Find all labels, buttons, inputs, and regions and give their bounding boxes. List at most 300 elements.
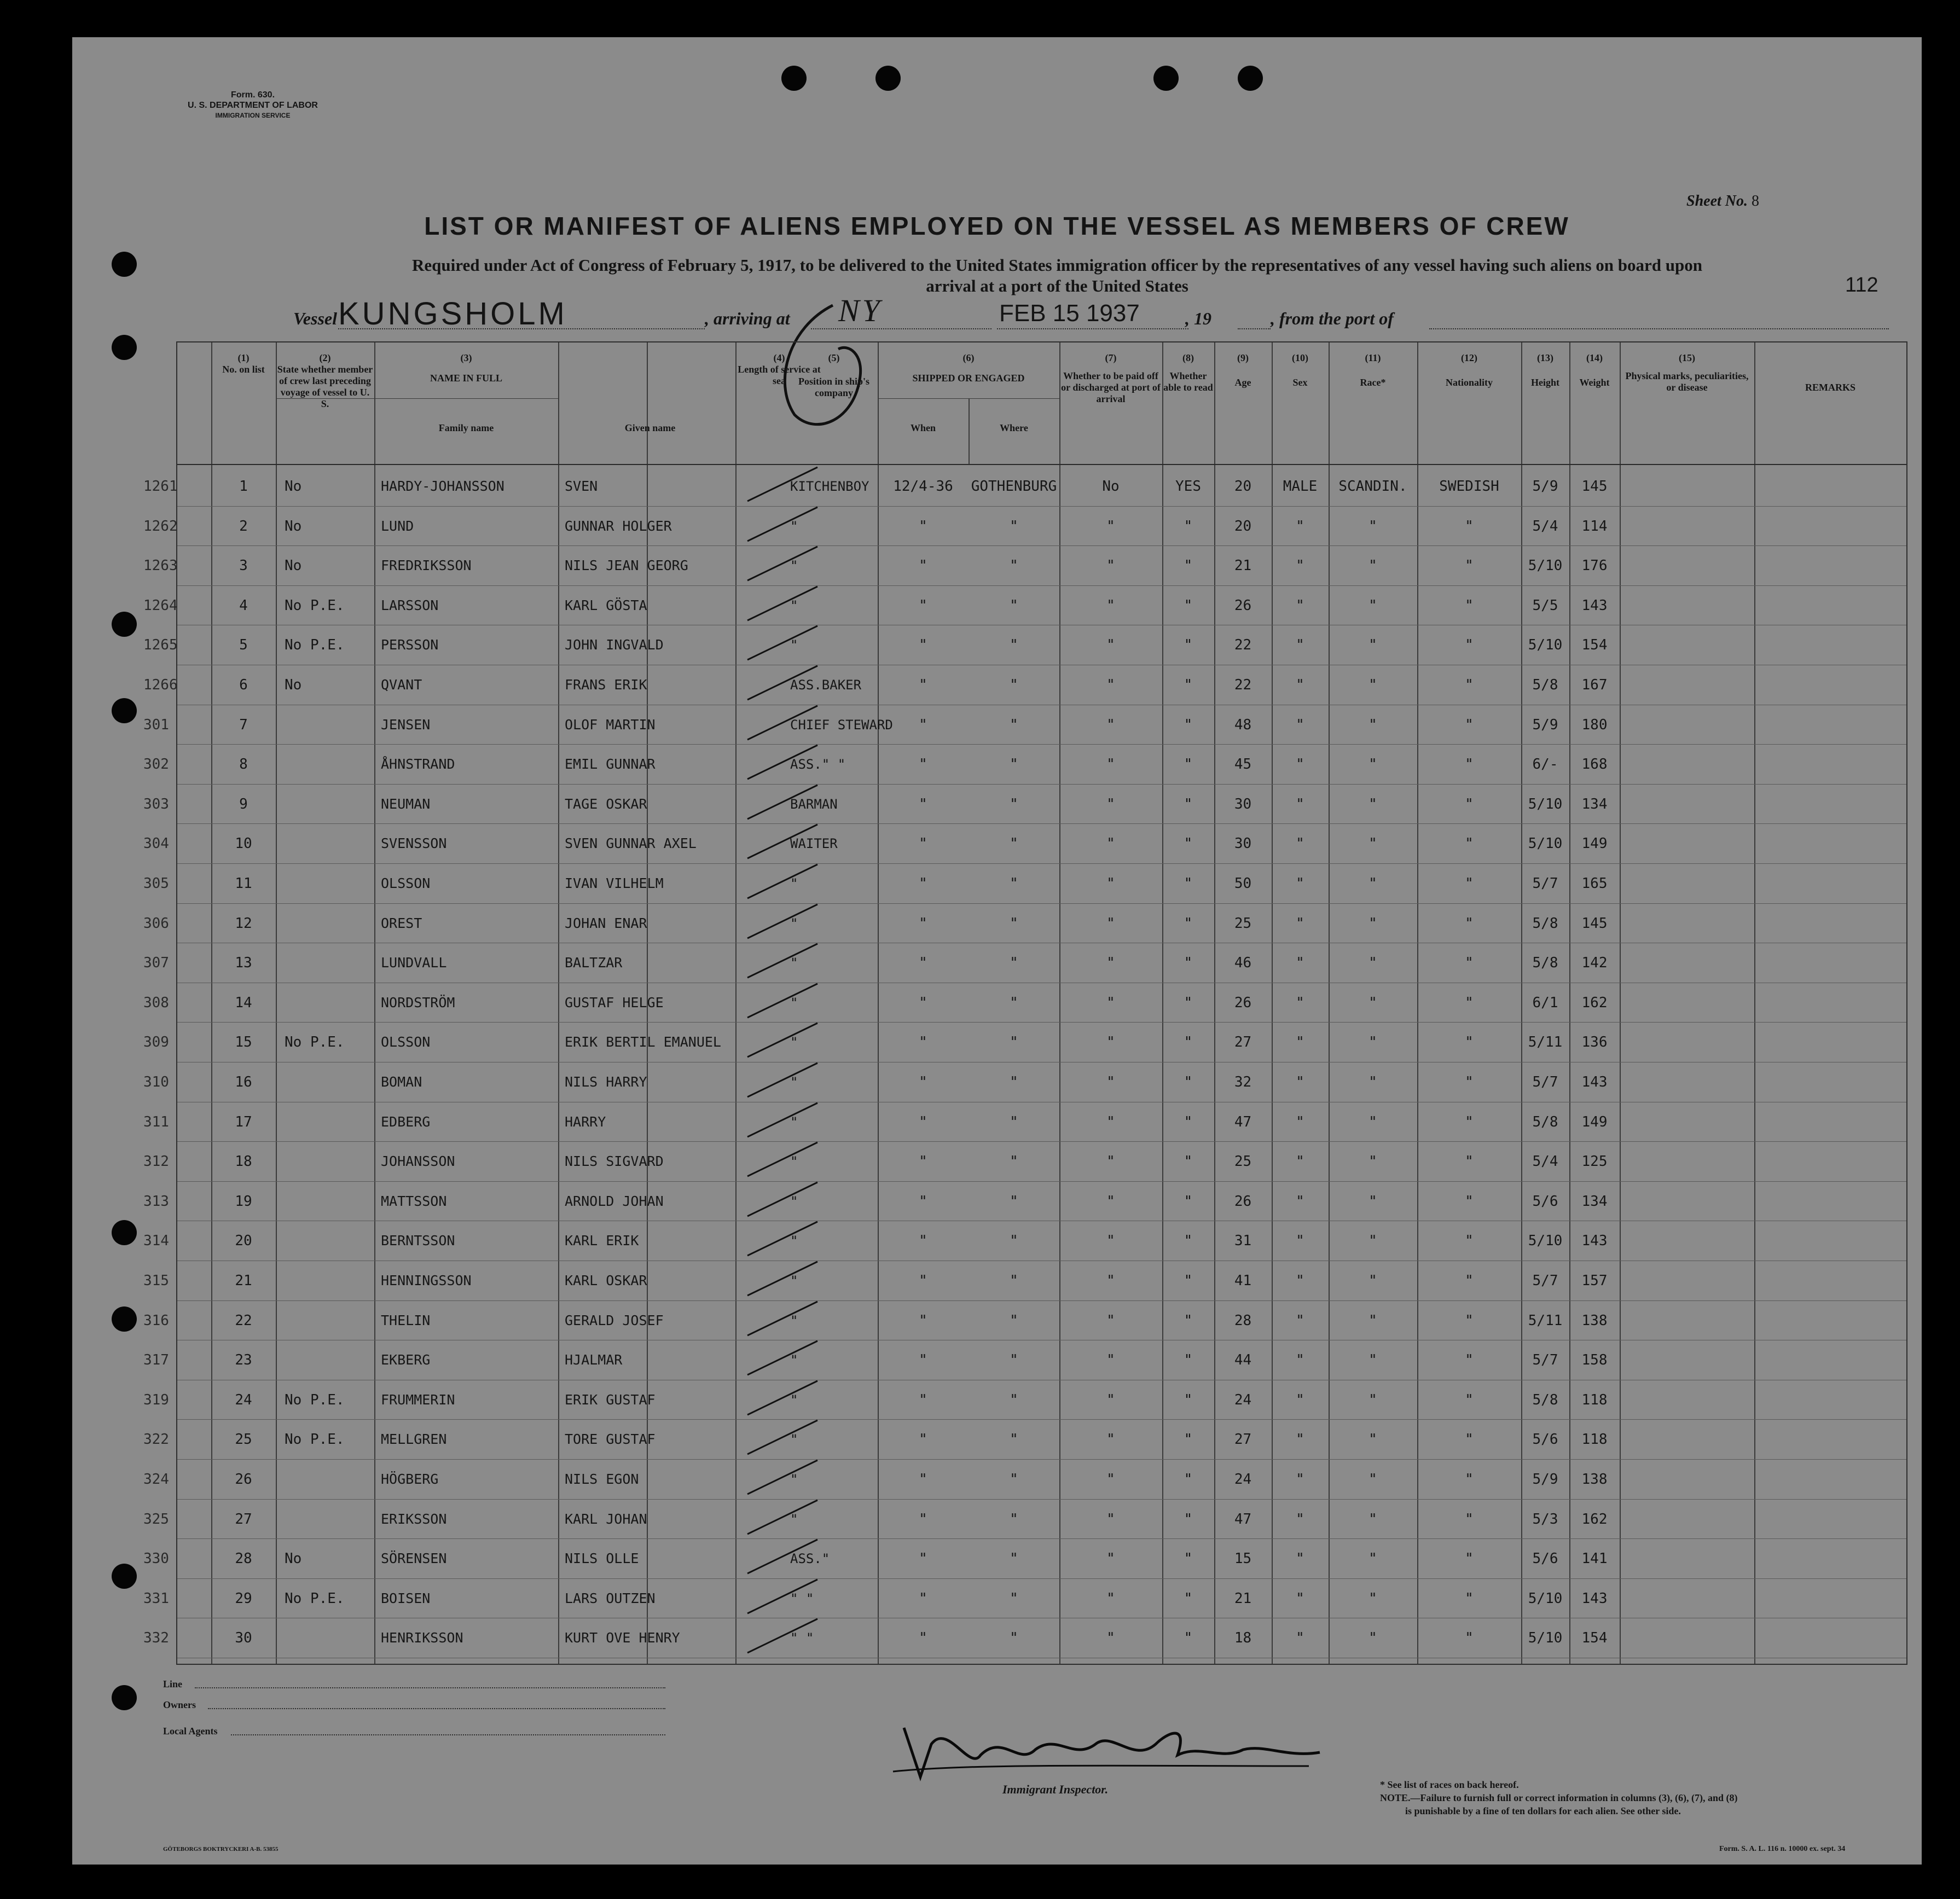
weight-cell: 167 <box>1581 677 1608 693</box>
nationality-cell: " <box>1465 835 1474 852</box>
weight-cell: 138 <box>1581 1471 1608 1488</box>
paid-off-cell: " <box>1106 1550 1115 1567</box>
col-5-label: Position in ship's company <box>798 376 870 398</box>
able-to-read-cell: " <box>1184 1630 1193 1647</box>
sex-cell: " <box>1296 756 1304 773</box>
sex-cell: " <box>1296 1391 1304 1408</box>
height-cell: 5/10 <box>1528 557 1563 574</box>
race-cell: " <box>1368 1352 1377 1369</box>
position-cell: " <box>790 876 798 891</box>
row-reference-number: 308 <box>143 994 169 1011</box>
race-cell: " <box>1368 1391 1377 1408</box>
shipped-where-cell: " <box>1010 795 1018 812</box>
col-2-header <box>276 352 374 410</box>
able-to-read-cell: YES <box>1175 478 1201 495</box>
date-stamp: FEB 15 1937 <box>999 300 1140 327</box>
table-row <box>143 744 1906 784</box>
length-of-service-pen-stroke <box>741 742 828 786</box>
position-cell: " <box>790 1392 798 1408</box>
col-6-header <box>878 352 1059 384</box>
year-underline <box>1238 328 1271 329</box>
col-8-label: Whether able to read <box>1163 370 1213 393</box>
sex-cell: " <box>1296 915 1304 932</box>
nationality-cell: " <box>1465 1233 1474 1250</box>
family-name-cell: OLSSON <box>381 875 431 891</box>
weight-cell: 149 <box>1581 1113 1608 1130</box>
line-underline <box>195 1687 665 1688</box>
age-cell: 27 <box>1234 1431 1252 1448</box>
able-to-read-cell: " <box>1184 875 1193 892</box>
paid-off-cell: " <box>1106 597 1115 614</box>
shipped-when-cell: " <box>919 1193 927 1210</box>
family-name-cell: JENSEN <box>381 716 431 733</box>
page-number: 112 <box>1845 274 1878 297</box>
table-row <box>143 1062 1906 1102</box>
table-row <box>143 545 1906 585</box>
col-14-number: (14) <box>1586 352 1603 363</box>
previous-voyage-cell: No <box>285 1550 302 1567</box>
paid-off-cell: " <box>1106 1352 1115 1369</box>
sheet-value: 8 <box>1752 193 1759 210</box>
weight-cell: 114 <box>1581 518 1608 535</box>
printer-mark: GÖTEBORGS BOKTRYCKERI A-B. 53855 <box>163 1846 279 1852</box>
age-cell: 22 <box>1234 677 1252 693</box>
table-row <box>143 585 1906 625</box>
row-reference-number: 325 <box>143 1511 169 1528</box>
race-cell: " <box>1368 1550 1377 1567</box>
age-cell: 44 <box>1234 1352 1252 1369</box>
family-name-cell: LARSSON <box>381 597 439 613</box>
age-cell: 50 <box>1234 875 1252 892</box>
paid-off-cell: " <box>1106 756 1115 773</box>
table-row <box>143 784 1906 824</box>
able-to-read-cell: " <box>1184 1312 1193 1329</box>
length-of-service-pen-stroke <box>741 1378 828 1421</box>
given-name-cell: ERIK BERTIL EMANUEL <box>565 1034 721 1050</box>
row-reference-number: 1262 <box>143 518 178 535</box>
list-number-cell: 24 <box>235 1391 252 1408</box>
age-cell: 41 <box>1234 1273 1252 1289</box>
list-number-cell: 4 <box>239 597 248 614</box>
local-agents-underline <box>231 1734 665 1735</box>
previous-voyage-cell: No <box>285 478 302 495</box>
shipped-where-cell: " <box>1010 875 1018 892</box>
punch-hole <box>112 612 137 637</box>
table-row <box>143 1300 1906 1340</box>
family-name-cell: BOISEN <box>381 1590 431 1606</box>
race-cell: " <box>1368 1273 1377 1289</box>
shipped-when-cell: " <box>919 1391 927 1408</box>
length-of-service-pen-stroke <box>741 1417 828 1461</box>
row-reference-number: 309 <box>143 1034 169 1051</box>
paid-off-cell: " <box>1106 716 1115 733</box>
height-cell: 5/8 <box>1532 915 1558 932</box>
row-reference-number: 307 <box>143 955 169 972</box>
height-cell: 5/11 <box>1528 1034 1563 1051</box>
table-row <box>143 1181 1906 1221</box>
weight-cell: 162 <box>1581 1511 1608 1528</box>
paid-off-cell: " <box>1106 1630 1115 1647</box>
sex-cell: " <box>1296 1550 1304 1567</box>
nationality-cell: SWEDISH <box>1439 478 1499 495</box>
col-1-number: (1) <box>237 352 250 363</box>
shipped-when-cell: " <box>919 994 927 1011</box>
sex-cell: " <box>1296 1034 1304 1051</box>
col-8-number: (8) <box>1182 352 1194 363</box>
table-row <box>143 506 1906 546</box>
age-cell: 47 <box>1234 1113 1252 1130</box>
list-number-cell: 16 <box>235 1074 252 1090</box>
given-name-cell: KARL ERIK <box>565 1233 639 1249</box>
row-reference-number: 311 <box>143 1113 169 1130</box>
list-number-cell: 19 <box>235 1193 252 1210</box>
family-name-cell: HENNINGSSON <box>381 1273 472 1288</box>
given-name-cell: JOHAN ENAR <box>565 915 647 931</box>
able-to-read-cell: " <box>1184 1074 1193 1090</box>
list-number-cell: 17 <box>235 1113 252 1130</box>
family-name-cell: EKBERG <box>381 1352 431 1368</box>
row-reference-number: 322 <box>143 1431 169 1448</box>
punch-hole <box>112 335 137 360</box>
nationality-cell: " <box>1465 1034 1474 1051</box>
given-name-cell: KURT OVE HENRY <box>565 1630 680 1646</box>
able-to-read-cell: " <box>1184 637 1193 654</box>
position-cell: ASS." <box>790 1551 830 1567</box>
table-row <box>143 1102 1906 1142</box>
paid-off-cell: " <box>1106 955 1115 972</box>
length-of-service-pen-stroke <box>741 1536 828 1580</box>
sex-cell: " <box>1296 637 1304 654</box>
race-cell: " <box>1368 875 1377 892</box>
row-reference-number: 319 <box>143 1391 169 1408</box>
position-cell: " <box>790 1472 798 1487</box>
col-4-label: Length of service at sea <box>738 364 821 386</box>
family-name-cell: THELIN <box>381 1312 431 1328</box>
list-number-cell: 23 <box>235 1352 252 1369</box>
col-7-label: Whether to be paid off or discharged at port of arrival <box>1061 370 1161 404</box>
able-to-read-cell: " <box>1184 1391 1193 1408</box>
list-number-cell: 25 <box>235 1431 252 1448</box>
shipped-when-cell: " <box>919 1312 927 1329</box>
col-13-header <box>1521 352 1569 388</box>
nationality-cell: " <box>1465 1074 1474 1090</box>
given-name-cell: TAGE OSKAR <box>565 795 647 812</box>
table-row <box>143 1618 1906 1658</box>
row-reference-number: 312 <box>143 1153 169 1170</box>
col-12-label: Nationality <box>1445 377 1493 388</box>
vessel-name: KUNGSHOLM <box>338 296 567 332</box>
department-name: U. S. DEPARTMENT OF LABOR <box>188 101 318 110</box>
family-name-cell: HÖGBERG <box>381 1471 439 1487</box>
sex-cell: " <box>1296 795 1304 812</box>
shipped-where-cell: " <box>1010 677 1018 693</box>
age-cell: 24 <box>1234 1471 1252 1488</box>
family-name-cell: JOHANSSON <box>381 1153 455 1170</box>
sex-cell: " <box>1296 677 1304 693</box>
paid-off-cell: " <box>1106 1233 1115 1250</box>
family-name-cell: LUND <box>381 518 414 534</box>
weight-cell: 118 <box>1581 1431 1608 1448</box>
given-name-cell: NILS EGON <box>565 1471 639 1487</box>
position-cell: " <box>790 1114 798 1130</box>
position-cell: BARMAN <box>790 796 838 812</box>
fine-note-1: NOTE.—Failure to furnish full or correct information in columns (3), (6), (7), and (8) <box>1380 1792 1738 1803</box>
table-row <box>143 1380 1906 1420</box>
given-name-cell: TORE GUSTAF <box>565 1431 656 1448</box>
race-cell: " <box>1368 795 1377 812</box>
length-of-service-pen-stroke <box>741 623 828 666</box>
able-to-read-cell: " <box>1184 994 1193 1011</box>
row-reference-number: 1265 <box>143 637 178 654</box>
position-cell: " " <box>790 1590 814 1606</box>
crew-table <box>143 341 1907 1665</box>
punch-hole <box>112 1564 137 1589</box>
position-cell: " <box>790 1511 798 1527</box>
length-of-service-pen-stroke <box>741 464 828 508</box>
col-15-number: (15) <box>1679 352 1695 363</box>
length-of-service-pen-stroke <box>741 1258 828 1302</box>
paid-off-cell: " <box>1106 1153 1115 1170</box>
position-cell: " <box>790 637 798 653</box>
shipped-where-cell: " <box>1010 637 1018 654</box>
previous-voyage-cell: No P.E. <box>285 597 345 614</box>
from-port-label: , from the port of <box>1271 309 1394 328</box>
nationality-cell: " <box>1465 597 1474 614</box>
weight-cell: 143 <box>1581 1074 1608 1090</box>
family-name-cell: OREST <box>381 915 422 931</box>
row-reference-number: 1261 <box>143 478 178 495</box>
able-to-read-cell: " <box>1184 716 1193 733</box>
position-cell: " <box>790 1075 798 1090</box>
weight-cell: 142 <box>1581 955 1608 972</box>
able-to-read-cell: " <box>1184 597 1193 614</box>
col-12-header <box>1417 352 1521 388</box>
table-row <box>143 983 1906 1023</box>
position-cell: " <box>790 558 798 574</box>
length-of-service-pen-stroke <box>741 663 828 706</box>
family-name-cell: MELLGREN <box>381 1431 447 1448</box>
col-6-number: (6) <box>962 352 975 363</box>
previous-voyage-cell: No P.E. <box>285 1034 345 1051</box>
subtitle-line-1: Required under Act of Congress of February 5, 1917, to be delivered to the United States immigration officer by the representatives of any vessel having such aliens on board upon <box>412 255 1702 275</box>
shipped-when-cell: " <box>919 677 927 693</box>
shipped-when-cell: " <box>919 597 927 614</box>
weight-cell: 165 <box>1581 875 1608 892</box>
nationality-cell: " <box>1465 1630 1474 1647</box>
list-number-cell: 14 <box>235 994 252 1011</box>
race-cell: " <box>1368 1233 1377 1250</box>
age-cell: 18 <box>1234 1630 1252 1647</box>
paid-off-cell: " <box>1106 1590 1115 1607</box>
age-cell: 26 <box>1234 1193 1252 1210</box>
shipped-where-cell: " <box>1010 756 1018 773</box>
inspector-signature <box>838 1711 1342 1788</box>
signature-scribble <box>838 1711 1342 1788</box>
age-cell: 26 <box>1234 994 1252 1011</box>
age-cell: 28 <box>1234 1312 1252 1329</box>
punch-hole <box>112 1685 137 1710</box>
col-7-number: (7) <box>1105 352 1117 363</box>
shipped-when-cell: " <box>919 1511 927 1528</box>
given-name-cell: KARL JOHAN <box>565 1511 647 1527</box>
subtitle-line-2: arrival at a port of the United States <box>926 276 1188 295</box>
table-row <box>143 823 1906 863</box>
given-name-cell: SVEN <box>565 478 598 494</box>
height-cell: 5/8 <box>1532 1391 1558 1408</box>
previous-voyage-cell: No <box>285 518 302 535</box>
sex-cell: " <box>1296 716 1304 733</box>
position-cell: " <box>790 995 798 1011</box>
local-agents-label: Local Agents <box>163 1726 218 1737</box>
weight-cell: 154 <box>1581 1630 1608 1647</box>
family-name-cell: EDBERG <box>381 1113 431 1130</box>
length-of-service-pen-stroke <box>741 1497 828 1541</box>
length-of-service-pen-stroke <box>741 1218 828 1262</box>
col-2-label: State whether member of crew last preceding voyage of vessel to U. S. <box>277 364 373 409</box>
owners-label: Owners <box>163 1699 196 1710</box>
date-underline <box>997 328 1188 329</box>
given-name-cell: ARNOLD JOHAN <box>565 1193 664 1209</box>
weight-cell: 134 <box>1581 1193 1608 1210</box>
punch-hole <box>875 66 901 91</box>
length-of-service-pen-stroke <box>741 583 828 627</box>
col-11-header <box>1329 352 1417 388</box>
given-name-cell: IVAN VILHELM <box>565 875 664 891</box>
height-cell: 5/4 <box>1532 518 1558 535</box>
length-of-service-pen-stroke <box>741 1020 828 1064</box>
list-number-cell: 12 <box>235 915 252 932</box>
race-cell: " <box>1368 835 1377 852</box>
length-of-service-pen-stroke <box>741 940 828 984</box>
position-cell: " <box>790 1352 798 1368</box>
shipped-where-cell: " <box>1010 1312 1018 1329</box>
col-3-label: NAME IN FULL <box>430 373 502 384</box>
family-name-cell: QVANT <box>381 677 422 693</box>
position-cell: " <box>790 597 798 613</box>
shipped-where-cell: " <box>1010 1352 1018 1369</box>
height-cell: 5/7 <box>1532 875 1558 892</box>
age-cell: 20 <box>1234 518 1252 535</box>
race-cell: " <box>1368 1113 1377 1130</box>
family-name-cell: ERIKSSON <box>381 1511 447 1527</box>
arriving-label: , arriving at <box>705 309 790 328</box>
race-cell: " <box>1368 677 1377 693</box>
age-cell: 15 <box>1234 1550 1252 1567</box>
col-9-label: Age <box>1234 377 1251 388</box>
race-note: * See list of races on back hereof. <box>1380 1779 1519 1790</box>
length-of-service-pen-stroke <box>741 861 828 905</box>
family-name-cell: NORDSTRÖM <box>381 994 455 1011</box>
shipped-when-cell: " <box>919 955 927 972</box>
able-to-read-cell: " <box>1184 1153 1193 1170</box>
height-cell: 5/9 <box>1532 716 1558 733</box>
length-of-service-pen-stroke <box>741 504 828 548</box>
able-to-read-cell: " <box>1184 677 1193 693</box>
height-cell: 6/1 <box>1532 994 1558 1011</box>
shipped-where-cell: " <box>1010 1391 1018 1408</box>
sex-cell: " <box>1296 1312 1304 1329</box>
previous-voyage-cell: No P.E. <box>285 1391 345 1408</box>
col-3-number: (3) <box>460 352 472 363</box>
shipped-where-cell: " <box>1010 1233 1018 1250</box>
sex-cell: " <box>1296 1511 1304 1528</box>
family-name-cell: FREDRIKSSON <box>381 557 472 574</box>
given-name-cell: JOHN INGVALD <box>565 637 664 653</box>
row-reference-number: 324 <box>143 1471 169 1488</box>
list-number-cell: 29 <box>235 1590 252 1607</box>
paid-off-cell: " <box>1106 795 1115 812</box>
position-cell: " <box>790 1193 798 1209</box>
nationality-cell: " <box>1465 677 1474 693</box>
shipped-where-cell: " <box>1010 835 1018 852</box>
given-name-cell: NILS SIGVARD <box>565 1153 664 1170</box>
sex-cell: " <box>1296 1431 1304 1448</box>
shipped-when-cell: " <box>919 835 927 852</box>
age-cell: 21 <box>1234 1590 1252 1607</box>
nationality-cell: " <box>1465 994 1474 1011</box>
able-to-read-cell: " <box>1184 1431 1193 1448</box>
nationality-cell: " <box>1465 1391 1474 1408</box>
length-of-service-pen-stroke <box>741 543 828 587</box>
inspector-label: Immigrant Inspector. <box>1002 1782 1109 1796</box>
given-name-cell: HARRY <box>565 1113 606 1130</box>
shipped-where-cell: " <box>1010 1471 1018 1488</box>
race-cell: " <box>1368 1312 1377 1329</box>
paid-off-cell: No <box>1102 478 1120 495</box>
shipped-when-cell: 12/4-36 <box>893 478 953 495</box>
shipped-when-cell: " <box>919 716 927 733</box>
weight-cell: 145 <box>1581 478 1608 495</box>
shipped-where-cell: " <box>1010 1153 1018 1170</box>
shipped-where-cell: " <box>1010 1273 1018 1289</box>
row-reference-number: 1266 <box>143 677 178 693</box>
sex-cell: " <box>1296 1193 1304 1210</box>
nationality-cell: " <box>1465 637 1474 654</box>
shipped-where-cell: GOTHENBURG <box>971 478 1057 495</box>
given-name-cell: GERALD JOSEF <box>565 1312 664 1328</box>
able-to-read-cell: " <box>1184 1590 1193 1607</box>
able-to-read-cell: " <box>1184 557 1193 574</box>
height-cell: 5/9 <box>1532 1471 1558 1488</box>
position-cell: " " <box>790 1630 814 1646</box>
nationality-cell: " <box>1465 518 1474 535</box>
shipped-when-cell: " <box>919 1471 927 1488</box>
weight-cell: 157 <box>1581 1273 1608 1289</box>
able-to-read-cell: " <box>1184 1352 1193 1369</box>
height-cell: 5/8 <box>1532 677 1558 693</box>
row-reference-number: 304 <box>143 835 169 852</box>
age-cell: 47 <box>1234 1511 1252 1528</box>
position-cell: " <box>790 518 798 534</box>
table-row <box>143 665 1906 705</box>
height-cell: 5/7 <box>1532 1352 1558 1369</box>
paid-off-cell: " <box>1106 1273 1115 1289</box>
list-number-cell: 9 <box>239 795 248 812</box>
race-cell: " <box>1368 756 1377 773</box>
list-number-cell: 5 <box>239 637 248 654</box>
paid-off-cell: " <box>1106 835 1115 852</box>
list-number-cell: 7 <box>239 716 248 733</box>
weight-cell: 125 <box>1581 1153 1608 1170</box>
table-row <box>143 1419 1906 1459</box>
col-9-number: (9) <box>1237 352 1249 363</box>
given-name-cell: BALTZAR <box>565 955 623 971</box>
weight-cell: 118 <box>1581 1391 1608 1408</box>
col-13-label: Height <box>1531 377 1559 388</box>
height-cell: 5/8 <box>1532 955 1558 972</box>
race-cell: " <box>1368 716 1377 733</box>
shipped-where-cell: " <box>1010 518 1018 535</box>
